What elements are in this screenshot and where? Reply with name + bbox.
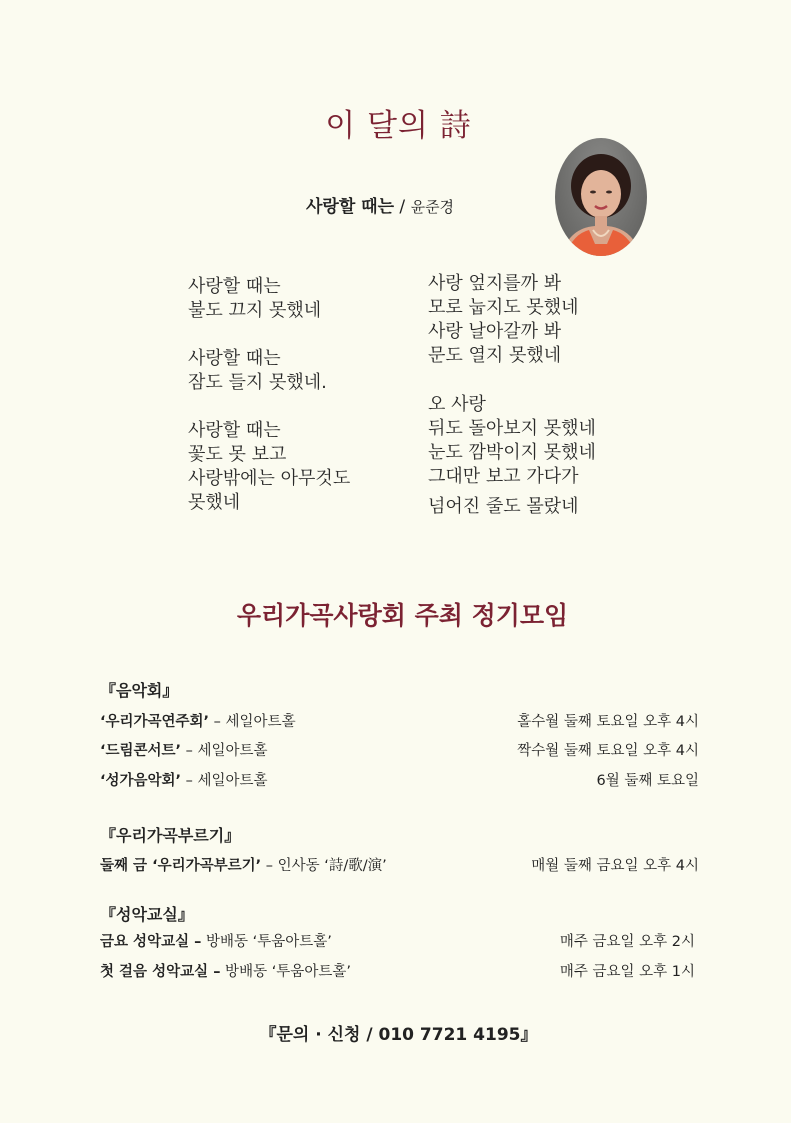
poem-left-line: 사랑밖에는 아무것도 [188,468,351,489]
event-schedule: 매주 금요일 오후 2시 [559,934,695,950]
event-name: ‘우리가곡연주회’ [100,714,210,730]
event-name: ‘드림콘서트’ [100,743,182,759]
event-schedule: 홀수월 둘째 토요일 오후 4시 [517,714,699,730]
poem-title-line [306,192,454,217]
section-title-singalong: 『우리가곡부르기』 [100,826,241,845]
event-schedule: 6월 둘째 토요일 [596,773,699,789]
poem-left-line: 못했네 [188,492,241,513]
poem-left-line: 사랑할 때는 [188,348,281,369]
event-name: ‘성가음악회’ [100,773,182,789]
event-name: 금요 성악교실 – [100,934,202,950]
poem-right-line: 눈도 깜박이지 못했네 [428,442,596,463]
poem-right-line: 뒤도 돌아보지 못했네 [428,418,596,439]
event-row-name [100,739,268,760]
event-place: – 세일아트홀 [209,714,296,730]
poem-right-line: 모로 눕지도 못했네 [428,297,579,318]
regular-meeting-heading: 우리가곡사랑회 주최 정기모임 [236,601,569,630]
poem-left-line: 사랑할 때는 [188,420,281,441]
poem-left-line: 불도 끄지 못했네 [188,300,322,321]
event-row-name [100,710,296,731]
poem-right-line: 넘어진 줄도 몰랐네 [428,496,579,517]
author-portrait [555,138,647,256]
poem-title: 사랑할 때는 [306,197,395,217]
event-row-name [100,769,268,790]
portrait-image [555,138,647,256]
event-schedule: 짝수월 둘째 토요일 오후 4시 [517,743,699,759]
event-row-name [100,960,351,981]
event-name: 둘째 금 ‘우리가곡부르기’ [100,858,262,874]
poem-right-line: 오 사랑 [428,394,486,415]
event-place: – 세일아트홀 [181,743,268,759]
event-row-name [100,930,332,951]
poem-right-line: 문도 열지 못했네 [428,345,562,366]
poem-right-line: 사랑 날아갈까 봐 [428,321,562,342]
event-schedule: 매주 금요일 오후 1시 [559,964,695,980]
poem-left-line: 사랑할 때는 [188,276,281,297]
section-title-vocal-class: 『성악교실』 [100,905,194,924]
event-name: 첫 걸음 성악교실 – [100,964,221,980]
poem-of-month-heading: 이 달의 詩 [325,108,472,144]
title-separator: / [394,197,411,217]
section-title-concert: 『음악회』 [100,681,179,700]
poem-left-line: 잠도 들지 못했네. [188,372,327,393]
poem-right-line: 사랑 엎지를까 봐 [428,273,562,294]
event-place: – 인사동 ‘詩/歌/演’ [261,858,387,874]
poem-left-line: 꽃도 못 보고 [188,444,287,465]
event-row-name [100,854,387,875]
event-place: 방배동 ‘투움아트홀’ [220,964,351,980]
event-place: – 세일아트홀 [181,773,268,789]
event-place: 방배동 ‘투움아트홀’ [201,934,332,950]
contact-info: 『문의 · 신청 / 010 7721 4195』 [259,1025,538,1045]
poem-right-line: 그대만 보고 가다가 [428,466,579,487]
poem-author: 윤준경 [410,198,455,216]
event-schedule: 매월 둘째 금요일 오후 4시 [531,858,699,874]
